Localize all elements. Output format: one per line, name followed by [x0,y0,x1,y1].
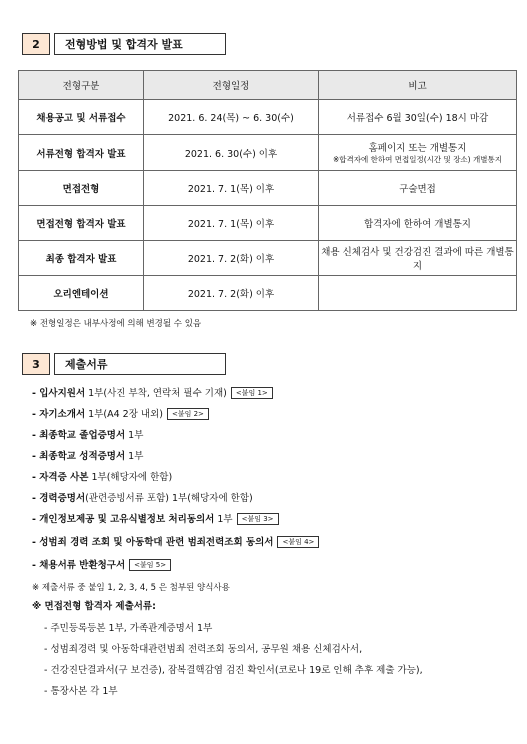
attachment-tag: <붙임 3> [237,513,279,525]
row-date: 2021. 7. 1(목) 이후 [144,171,319,206]
doc-detail: (관련증빙서류 포함) 1부(해당자에 한함) [85,493,253,504]
list-item [32,512,512,535]
list-item [32,449,512,470]
attachment-tag: <붙임 2> [167,408,209,420]
table-row [19,241,517,276]
row-note-cell [319,135,517,171]
list-item: - 주민등록등본 1부, 가족관계증명서 1부 [44,623,213,634]
list-item: - 성범죄경력 및 아동학대관련범죄 전력조회 동의서, 공무원 채용 신체검사서, [44,644,363,655]
doc-name: - 경력증명서 [32,493,86,504]
attachment-note: ※ 제출서류 중 붙임 1, 2, 3, 4, 5 은 첨부된 양식사용 [32,583,230,593]
list-item [32,470,512,491]
row-note: 합격자에 한하여 개별통지 [319,206,517,241]
row-date: 2021. 6. 24(목) ~ 6. 30(수) [144,100,319,135]
schedule-note: ※ 전형일정은 내부사정에 의해 변경될 수 있음 [30,319,202,329]
section-3-header [22,353,226,377]
list-item [32,407,512,428]
list-item [32,558,512,581]
doc-detail: 1부 [125,430,144,441]
doc-name: - 입사지원서 [32,388,86,399]
doc-detail: 1부 [125,451,144,462]
row-note: 서류접수 6월 30일(수) 18시 마감 [319,100,517,135]
list-item [32,428,512,449]
attachment-tag: <붙임 4> [277,536,319,548]
doc-name: - 자격증 사본 [32,472,89,483]
doc-name: - 최종학교 졸업증명서 [32,430,126,441]
attachment-tag: <붙임 5> [129,559,171,571]
row-date: 2021. 7. 2(화) 이후 [144,276,319,311]
row-date: 2021. 7. 1(목) 이후 [144,206,319,241]
header-note: 비고 [319,71,517,100]
list-item [32,491,512,512]
documents-list [32,386,512,705]
doc-detail: 1부(A4 2장 내외) [85,409,163,420]
table-row [19,276,517,311]
row-note: 채용 신체검사 및 건강검진 결과에 따른 개별통지 [319,241,517,276]
header-stage: 전형구분 [19,71,144,100]
attachment-tag: <붙임 1> [231,387,273,399]
doc-name: - 성범죄 경력 조회 및 아동학대 관련 범죄전력조회 동의서 [32,537,274,548]
section-3-title: 제출서류 [54,353,226,375]
row-stage: 최종 합격자 발표 [19,241,144,276]
list-item [32,535,512,558]
header-date: 전형일정 [144,71,319,100]
row-stage: 채용공고 및 서류접수 [19,100,144,135]
row-stage: 오리엔테이션 [19,276,144,311]
row-note: 홈페이지 또는 개별통지 [368,143,467,154]
row-stage: 면접전형 합격자 발표 [19,206,144,241]
table-row [19,135,517,171]
table-row [19,206,517,241]
row-date: 2021. 7. 2(화) 이후 [144,241,319,276]
doc-name: - 자기소개서 [32,409,86,420]
row-note: 구술면접 [319,171,517,206]
list-item: - 건강진단결과서(구 보건증), 잠복결핵감염 검진 확인서(코로나 19로 인해 추후 제출 가능), [44,665,423,676]
list-item [32,386,512,407]
doc-name: - 채용서류 반환청구서 [32,560,126,571]
schedule-table [18,70,517,311]
interview-docs-heading: ※ 면접전형 합격자 제출서류: [32,601,156,612]
section-2-header [22,33,226,57]
row-date: 2021. 6. 30(수) 이후 [144,135,319,171]
list-item: - 통장사본 각 1부 [44,686,118,697]
table-header-row [19,71,517,100]
doc-detail: 1부(해당자에 한함) [88,472,173,483]
table-row [19,100,517,135]
row-stage: 서류전형 합격자 발표 [19,135,144,171]
row-stage: 면접전형 [19,171,144,206]
doc-detail: 1부 [214,514,233,525]
doc-name: - 최종학교 성적증명서 [32,451,126,462]
row-note [319,276,517,311]
section-2-title: 전형방법 및 합격자 발표 [54,33,226,55]
doc-detail: 1부(사진 부착, 연락처 필수 기재) [85,388,227,399]
doc-name: - 개인정보제공 및 고유식별정보 처리동의서 [32,514,215,525]
section-3-number: 3 [22,353,50,375]
section-2-number: 2 [22,33,50,55]
row-note-sub: ※합격자에 한하여 면접일정(시간 및 장소) 개별통지 [333,155,502,164]
table-row [19,171,517,206]
